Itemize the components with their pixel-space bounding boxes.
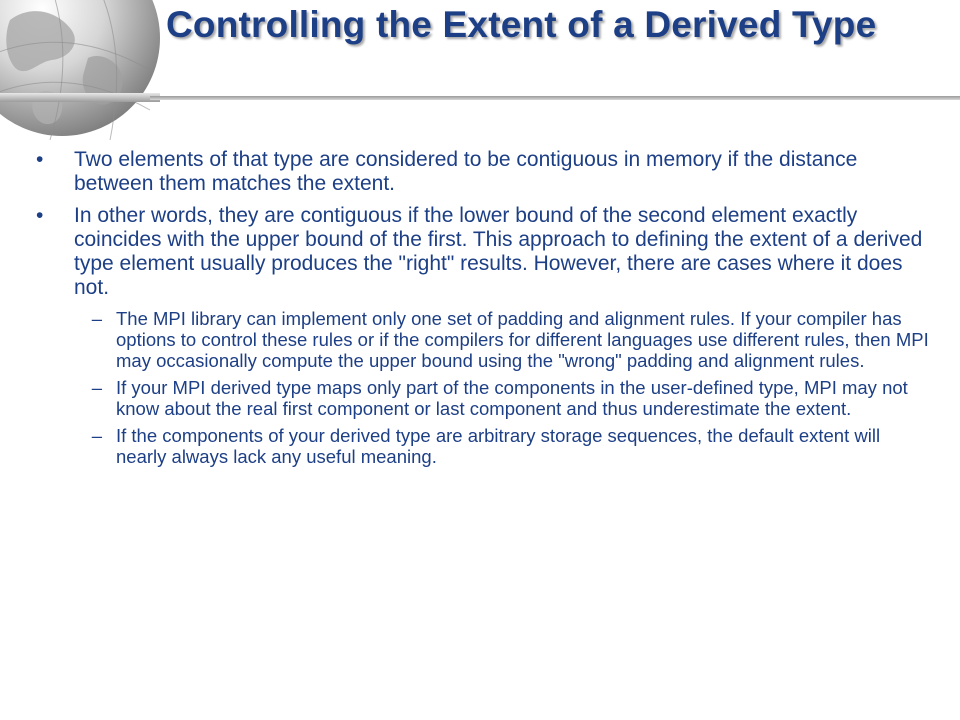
bullet-marker: •	[36, 148, 44, 171]
subbullet-item	[36, 377, 931, 419]
slide-body	[36, 148, 931, 473]
subbullet-marker: –	[91, 425, 102, 446]
subbullet-text: If the components of your derived type are arbitrary storage sequences, the default extent will nearly always lack any useful meaning.	[116, 425, 881, 467]
subbullet-text: The MPI library can implement only one set of padding and alignment rules. If your compiler has options to control these rules or if the compilers for different languages use different rules, then MPI may occasionally compute the upper bound using the "wrong" padding and alignment rules.	[116, 308, 929, 371]
subbullet-marker: –	[91, 377, 102, 398]
globe-decoration	[0, 0, 160, 150]
bullet-item	[36, 204, 931, 300]
bullet-text: Two elements of that type are considered to be contiguous in memory if the distance between them matches the extent.	[74, 148, 858, 195]
bullet-text: In other words, they are contiguous if the lower bound of the second element exactly coincides with the upper bound of the first. This approach to defining the extent of a derived type element usually produces the "right" results. However, there are cases where it does not.	[74, 204, 923, 299]
title-divider	[150, 96, 960, 100]
subbullet-text: If your MPI derived type maps only part of the components in the user-defined type, MPI may not know about the real first component or last component and thus underestimate the extent.	[116, 377, 908, 419]
subbullet-marker: –	[91, 308, 102, 329]
bullet-marker: •	[36, 204, 44, 227]
subbullet-item	[36, 425, 931, 467]
subbullet-item	[36, 308, 931, 371]
bullet-item	[36, 148, 931, 196]
globe-icon	[0, 0, 160, 150]
slide-title: Controlling the Extent of a Derived Type	[166, 4, 877, 45]
